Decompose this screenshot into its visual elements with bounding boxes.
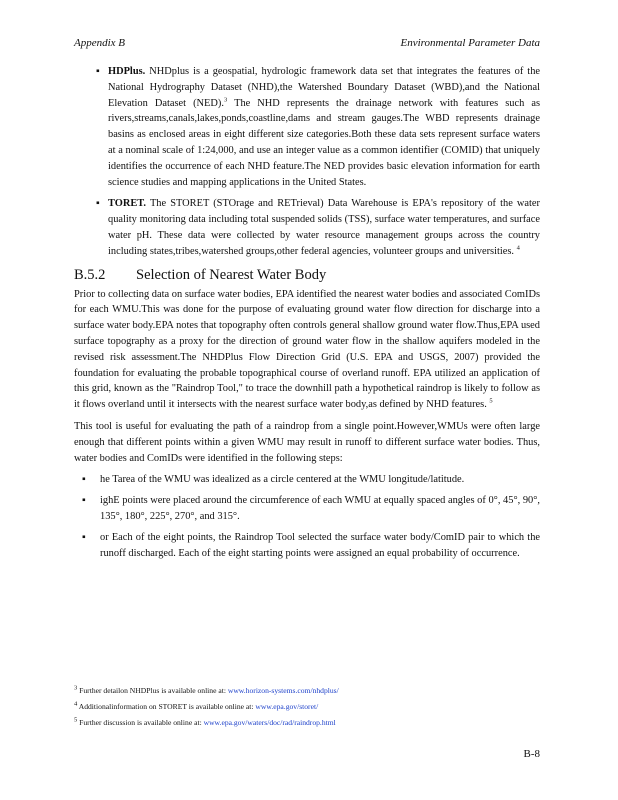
bullet-term: HDPlus. [108,66,146,77]
running-header-left: Appendix B [74,37,126,49]
step-text: or Each of the eight points, the Raindrop Tool selected the surface water body/ComID pair to which the runoff discharged. Each of the eight starting points were assigned an equal probability of occurrence. [100,531,540,559]
bullet-nhdplus [74,64,540,190]
bullet-text [108,64,540,190]
footnote-text: Additionalinformation on STORET is available online at: [78,702,256,711]
section-heading [74,266,540,284]
footnote-ref: 4 [516,244,520,252]
footnote-ref: 3 [223,96,228,104]
step-item [74,472,540,488]
step-item [74,493,540,525]
footnote-number: 3 [74,684,78,692]
step-text: ighE points were placed around the circumference of each WMU at equally spaced angles of 0°, 45°, 90°, 135°, 180°, 225°, 270°, and 315°. [100,495,540,522]
footnote [74,718,540,727]
page-content [74,64,540,566]
body-paragraph-1 [74,287,540,413]
footnote-number: 5 [74,716,78,724]
bullet-marker: ▪ [82,495,86,507]
footnote-text: Further discussion is available online at: [79,718,204,727]
footnote [74,686,540,695]
footnote [74,702,540,711]
bullet-term: TORET. [108,198,147,210]
bullet-body-cont: The NHD represents the drainage network with features such as rivers,streams,canals,lakes,ponds,coastline,dams and stream gauges.The WBD represents drainage basins as enclosed areas in eight different size categories.Both these data sets represent surface waters at a nominal scale of 1:24,000, and use an integer value as a common identifier (COMID) that uniquely identifies the occurrence of each NHD feature.The NED provides basic elevation information for earth science studies and mapping applications in the United States. [108,97,540,188]
footnote-link[interactable]: www.epa.gov/storet/ [255,702,319,711]
step-item [74,530,540,562]
footnote-number: 4 [74,700,78,708]
running-header-right: Environmental Parameter Data [400,37,540,49]
bullet-storet [74,196,540,259]
page-number: B-8 [523,748,540,760]
footnote-link[interactable]: www.epa.gov/waters/doc/rad/raindrop.html [203,718,336,727]
section-title: Selection of Nearest Water Body [136,266,327,283]
footnote-link[interactable]: www.horizon-systems.com/nhdplus/ [227,686,339,695]
section-number: B.5.2 [74,266,106,283]
bullet-marker: ▪ [82,531,86,543]
bullet-marker: ▪ [96,198,100,210]
bullet-marker: ▪ [82,474,86,486]
body-paragraph-2: This tool is useful for evaluating the path of a raindrop from a single point.However,WMUs were often large enough that different points within a given WMU may result in runoff to different surface water bodies. Thus, water bodies and ComIDs were identified in the following steps: [74,420,540,464]
footnotes [74,686,540,734]
footnote-text: Further detailon NHDPlus is available online at: [79,686,228,695]
bullet-marker: ▪ [96,66,100,77]
footnote-ref: 5 [489,397,493,405]
paragraph-text: Prior to collecting data on surface water bodies, EPA identified the nearest water bodies and associated ComIDs for each WMU.This was done for the purpose of evaluating ground water flow direction for discharge into a surface water body.EPA notes that topography often controls general shallow ground water flow.Thus,EPA used surface topography as a proxy for the direction of ground water flow in the shallow aquifers modeled in the revised risk assessment.The NHDPlus Flow Direction Grid (U.S. EPA and USGS, 2007) provided the foundation for evaluating the probable topographical course of overland runoff. EPA utilized an application of this grid, known as the "Raindrop Tool," to trace the downhill path a hypothetical raindrop is likely to follow as it flows overland until it intersects with the nearest surface water body,as defined by NHD features. [74,288,540,411]
bullet-text [108,196,540,259]
step-text: he Tarea of the WMU was idealized as a circle centered at the WMU longitude/latitude. [100,474,465,486]
bullet-body: NHDplus is a geospatial, hydrologic framework data set that integrates the features of the National Hydrography Dataset (NHD),the Watershed Boundary Dataset (WBD),and the National Elevation Dataset (NED). [108,66,540,109]
bullet-body: The STORET (STOrage and RETrieval) Data Warehouse is EPA's repository of the water quality monitoring data including total suspended solids (TSS), surface water temperatures, and surface water pH. These data were collected by water resource management groups across the country including states,tribes,watershed groups,other federal agencies, volunteer groups and universities. [108,198,540,257]
